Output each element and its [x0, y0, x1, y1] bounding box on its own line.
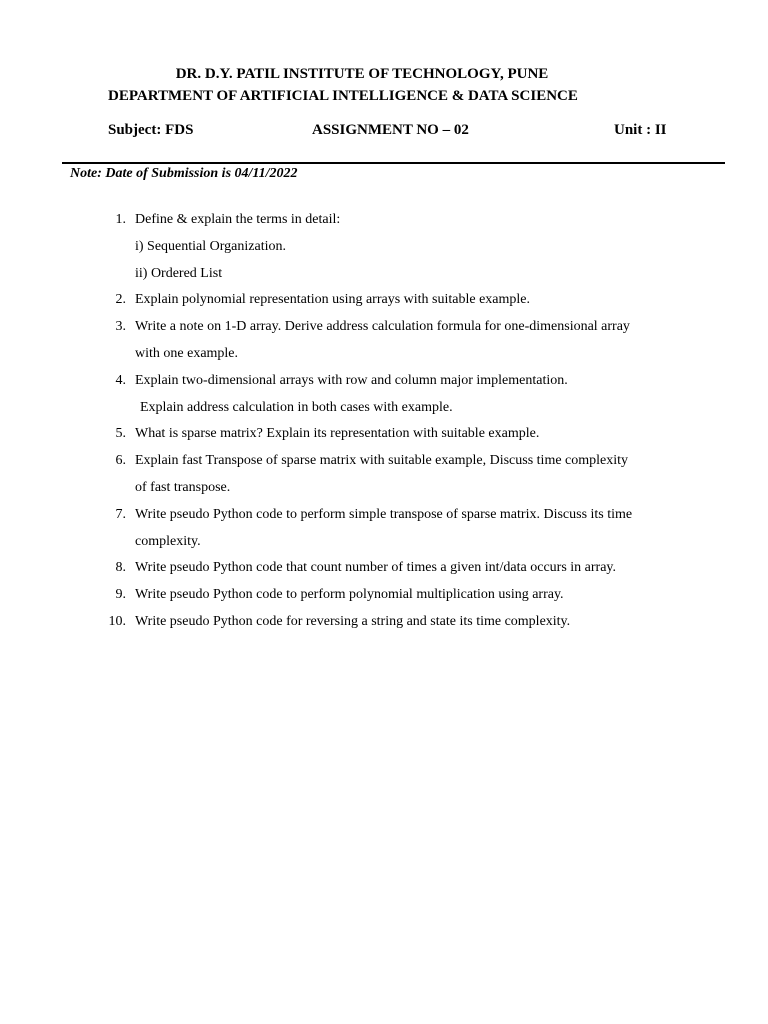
subject-label: Subject: FDS [108, 122, 194, 138]
question-text: Explain polynomial representation using arrays with suitable example. [135, 292, 531, 308]
question-text: Explain two-dimensional arrays with row and column major implementation. [135, 372, 568, 388]
question-item [110, 207, 680, 287]
question-item [110, 287, 680, 314]
question-number: 4. [115, 372, 126, 388]
submission-note: Note: Date of Submission is 04/11/2022 [70, 166, 298, 181]
question-item [110, 582, 680, 609]
question-text-continued: with one example. [135, 345, 239, 361]
question-subitem: ii) Ordered List [135, 265, 223, 281]
question-number: 8. [115, 560, 126, 576]
question-item [110, 368, 680, 422]
question-item [110, 609, 680, 636]
question-number: 5. [115, 426, 126, 442]
question-number: 7. [115, 506, 126, 522]
question-number: 1. [115, 212, 126, 227]
question-text-continued: complexity. [135, 533, 201, 549]
question-list [110, 207, 680, 636]
question-item [110, 555, 680, 582]
question-number: 6. [115, 453, 126, 469]
question-text: Write pseudo Python code that count number of times a given int/data occurs in array. [135, 560, 617, 576]
question-item [110, 314, 680, 368]
question-text: Write a note on 1-D array. Derive address calculation formula for one-dimensional array [135, 319, 630, 335]
question-text: What is sparse matrix? Explain its representation with suitable example. [135, 426, 540, 442]
question-text-continued: of fast transpose. [135, 479, 231, 495]
question-text: Define & explain the terms in detail: [135, 212, 341, 227]
question-text-continued: Explain address calculation in both cases with example. [140, 399, 453, 415]
question-item [110, 421, 680, 448]
question-item [110, 448, 680, 502]
unit-label: Unit : II [614, 122, 667, 138]
assignment-number: ASSIGNMENT NO – 02 [312, 122, 469, 138]
assignment-meta-row [0, 120, 768, 140]
question-text: Explain fast Transpose of sparse matrix with suitable example, Discuss time complexity [135, 453, 629, 469]
question-number: 9. [115, 587, 126, 603]
institute-name: DR. D.Y. PATIL INSTITUTE OF TECHNOLOGY, PUNE [175, 66, 549, 82]
question-item [110, 502, 680, 556]
question-subitem: i) Sequential Organization. [135, 238, 286, 254]
question-text: Write pseudo Python code to perform simple transpose of sparse matrix. Discuss its time [135, 506, 633, 522]
question-number: 10. [108, 613, 126, 629]
department-name: DEPARTMENT OF ARTIFICIAL INTELLIGENCE & DATA SCIENCE [108, 88, 578, 104]
question-text: Write pseudo Python code to perform polynomial multiplication using array. [135, 587, 564, 603]
question-number: 2. [115, 292, 126, 308]
question-number: 3. [115, 319, 126, 335]
question-text: Write pseudo Python code for reversing a string and state its time complexity. [135, 613, 571, 629]
